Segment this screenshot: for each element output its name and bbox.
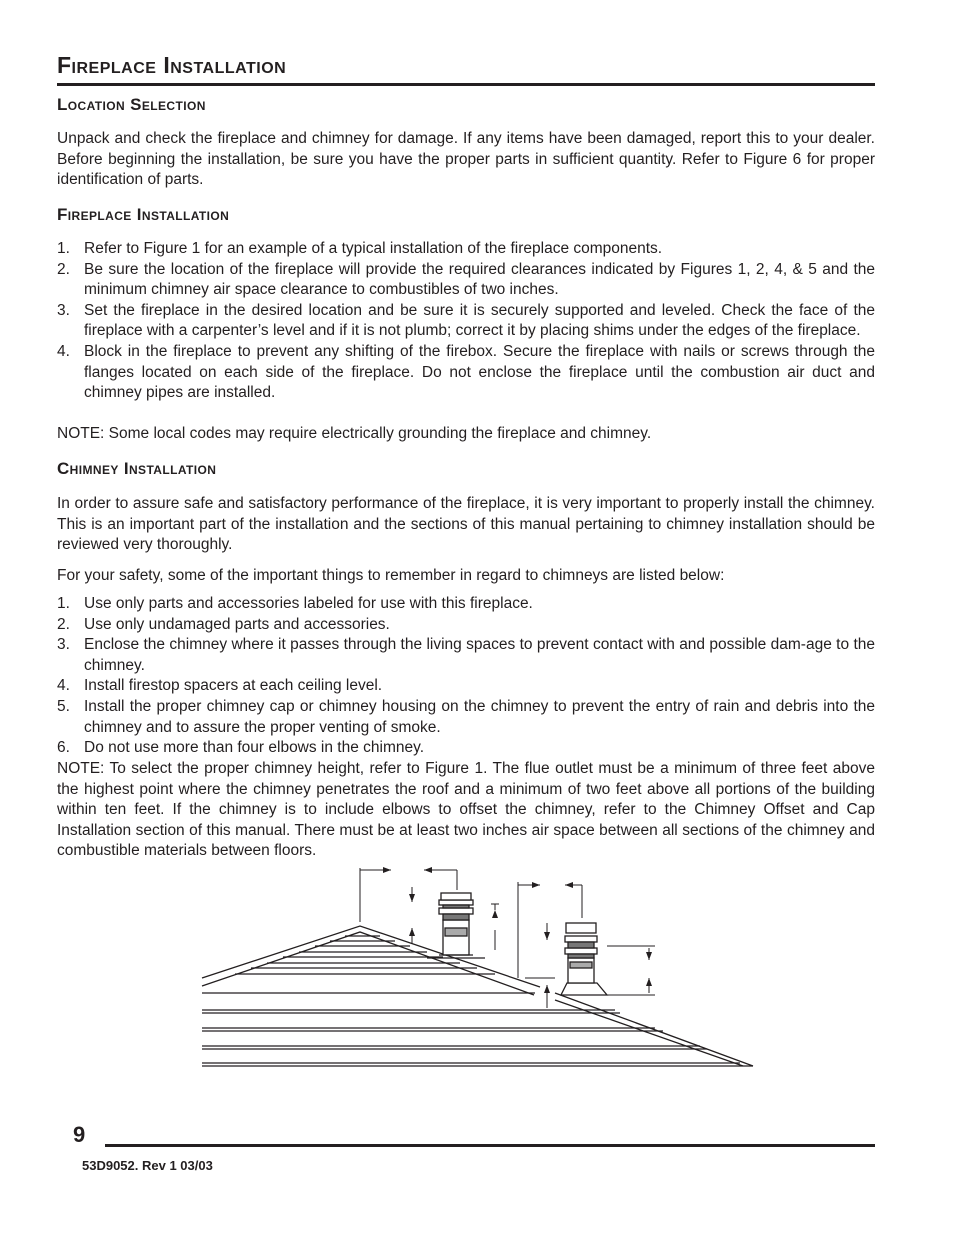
list-item-number: 1.: [57, 240, 70, 257]
list-item: [57, 239, 875, 260]
fireplace-steps-list: [57, 239, 875, 404]
footer-rule: [105, 1144, 875, 1147]
list-item-text: Install firestop spacers at each ceiling level.: [84, 677, 383, 695]
list-item: [57, 697, 875, 738]
chimney-steps-list: [57, 594, 875, 759]
list-item-number: 5.: [57, 697, 70, 715]
heading-location-selection: Location Selection: [57, 95, 206, 114]
list-item-number: 4.: [57, 677, 70, 695]
chimney-right: [561, 923, 607, 995]
list-item-number: 1.: [57, 595, 70, 612]
list-item-text: Install the proper chimney cap or chimney housing on the chimney to prevent the entry of rain and debris into the chimney and to assure the proper venting of smoke.: [84, 697, 875, 736]
title-rule: [57, 83, 875, 86]
list-item-number: 3.: [57, 301, 70, 319]
fireplace-note: NOTE: Some local codes may require electrically grounding the fireplace and chimney.: [57, 425, 652, 442]
list-item-number: 3.: [57, 636, 70, 654]
document-reference: 53D9052. Rev 1 03/03: [82, 1158, 213, 1173]
list-item-text: Use only parts and accessories labeled for use with this fireplace.: [84, 595, 533, 612]
list-item-number: 2.: [57, 260, 70, 278]
list-item: [57, 738, 875, 759]
list-item: [57, 676, 875, 697]
roof-chimney-figure: [195, 860, 760, 1075]
list-item-text: Enclose the chimney where it passes through the living spaces to prevent contact with and possible dam-age to the chimney.: [84, 636, 875, 674]
chimney-safety-intro: For your safety, some of the important things to remember in regard to chimneys are listed below:: [57, 567, 725, 584]
chimney-note: NOTE: To select the proper chimney height, refer to Figure 1. The flue outlet must be a minimum of three feet above the highest point where the chimney penetrates the roof and a minimum of two feet above all portions of the building within ten feet. If the chimney is to include elbows to offset the chimney, refer to the Chimney Offset and Cap Installation section of this manual. There must be at least two inches air space between all sections of the chimney and combustible materials between floors.: [57, 760, 875, 860]
page-number: 9: [73, 1122, 86, 1147]
list-item: [57, 342, 875, 404]
chimney-intro-paragraph: In order to assure safe and satisfactory performance of the fireplace, it is very important to properly install the chimney. This is an important part of the installation and the sections of this manual pertaining to chimney installation should be reviewed very thoroughly.: [57, 495, 875, 554]
list-item-text: Block in the fireplace to prevent any shifting of the firebox. Secure the fireplace with nails or screws through the flanges located on each side of the fireplace. Do not enclose the fireplace until the combustion air duct and chimney pipes are installed.: [84, 342, 875, 402]
list-item-text: Be sure the location of the fireplace will provide the required clearances indicated by Figures 1, 2, 4, & 5 and the minimum chimney air space clearance to combustibles of two inches.: [84, 260, 875, 299]
list-item-text: Set the fireplace in the desired location and be sure it is securely supported and leveled. Check the face of the fireplace with a carpenter’s level and if it is not plumb; correct it by placing shims under the edges of the fireplace.: [84, 301, 875, 340]
roof-outline: [202, 926, 753, 1066]
list-item: [57, 260, 875, 301]
list-item: [57, 635, 875, 676]
list-item: [57, 615, 875, 636]
location-paragraph: Unpack and check the fireplace and chimney for damage. If any items have been damaged, report this to your dealer. Before beginning the installation, be sure you have the proper parts in sufficient quantity. Refer to Figure 6 for proper identification of parts.: [57, 130, 875, 189]
list-item-text: Refer to Figure 1 for an example of a typical installation of the fireplace components.: [84, 240, 663, 257]
list-item: [57, 594, 875, 615]
list-item: [57, 301, 875, 342]
list-item-text: Use only undamaged parts and accessories.: [84, 615, 390, 633]
dimension-lines: [360, 868, 655, 1008]
chimney-left: [427, 893, 485, 958]
list-item-number: 2.: [57, 615, 70, 633]
list-item-number: 6.: [57, 739, 70, 757]
heading-fireplace-installation: Fireplace Installation: [57, 205, 230, 224]
heading-chimney-installation: Chimney Installation: [57, 459, 217, 478]
page-title: Fireplace Installation: [57, 52, 287, 78]
list-item-number: 4.: [57, 342, 70, 360]
list-item-text: Do not use more than four elbows in the chimney.: [84, 739, 425, 757]
